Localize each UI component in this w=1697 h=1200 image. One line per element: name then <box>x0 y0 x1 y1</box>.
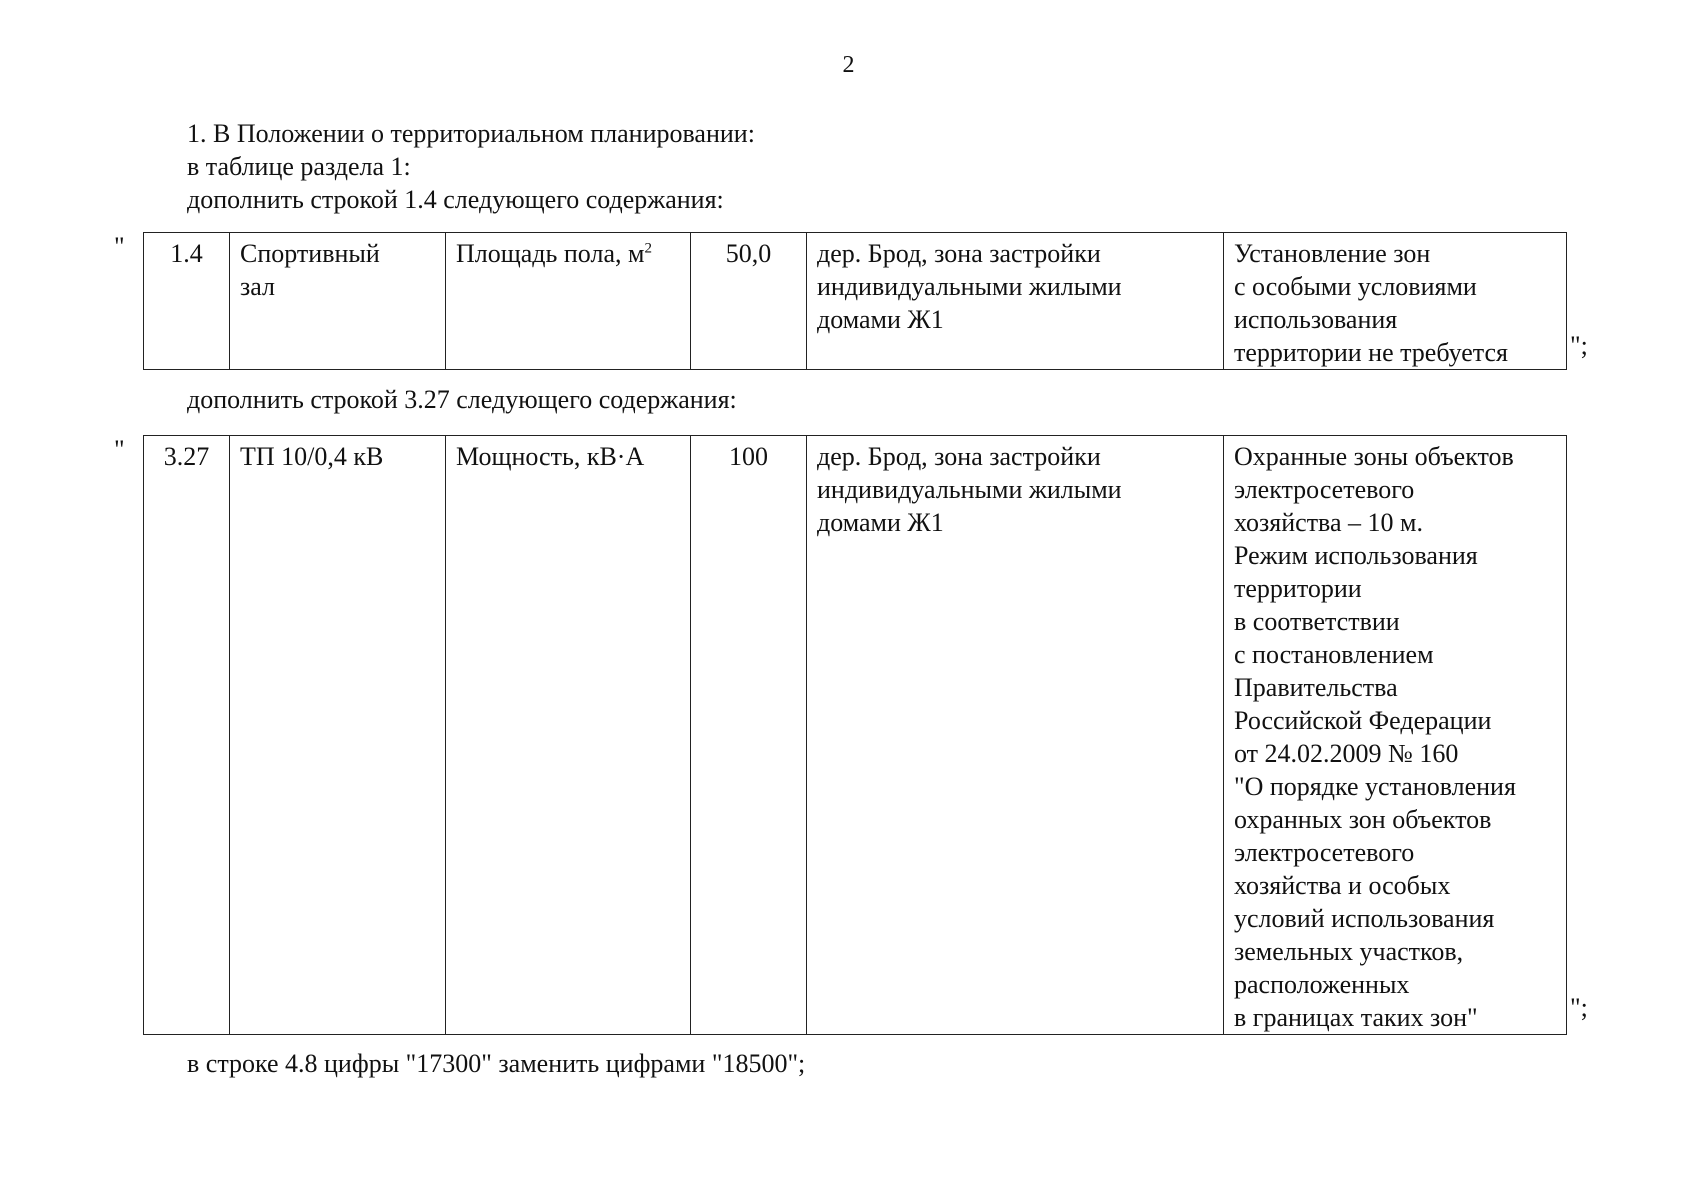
table1-open-quote: " <box>114 232 125 261</box>
table-row <box>144 436 1567 1035</box>
table2-open-quote: " <box>114 435 125 464</box>
object-name-line: Спортивный <box>240 239 380 268</box>
zones-line: расположенных <box>1234 970 1410 999</box>
zones-line: использования <box>1234 305 1398 334</box>
zones-line: хозяйства – 10 м. <box>1234 508 1423 537</box>
zones-line: Охранные зоны объектов <box>1234 442 1514 471</box>
row-number: 3.27 <box>144 436 230 1035</box>
zones-line: "О порядке установления <box>1234 772 1516 801</box>
page-number: 2 <box>842 52 855 78</box>
zones-line: охранных зон объектов <box>1234 805 1492 834</box>
object-name: ТП 10/0,4 кВ <box>230 436 446 1035</box>
zones-line: от 24.02.2009 № 160 <box>1234 739 1459 768</box>
table-row-3-27 <box>143 435 1567 1035</box>
zones-line: Установление зон <box>1234 239 1431 268</box>
table-row <box>144 233 1567 370</box>
parameter: Мощность, кВ·А <box>446 436 691 1035</box>
location-line: дер. Брод, зона застройки <box>817 442 1101 471</box>
object-name-line: зал <box>240 272 276 301</box>
zones-line: с постановлением <box>1234 640 1434 669</box>
zones-line: электросетевого <box>1234 838 1415 867</box>
location-line: домами Ж1 <box>817 305 944 334</box>
intro-line-3: дополнить строкой 1.4 следующего содержания: <box>187 185 724 214</box>
intro-block <box>187 117 755 216</box>
location-line: индивидуальными жилыми <box>817 272 1122 301</box>
zones-line: земельных участков, <box>1234 937 1464 966</box>
location <box>807 436 1224 1035</box>
location-line: индивидуальными жилыми <box>817 475 1122 504</box>
zones-line: электросетевого <box>1234 475 1415 504</box>
zones-line: Режим использования <box>1234 541 1478 570</box>
zones-line: с особыми условиями <box>1234 272 1477 301</box>
paragraph-add-row-3-27: дополнить строкой 3.27 следующего содержания: <box>187 385 737 414</box>
parameter-superscript: 2 <box>644 240 652 257</box>
zones-line: в границах таких зон" <box>1234 1003 1478 1032</box>
paragraph-replace-digits: в строке 4.8 цифры "17300" заменить цифрами "18500"; <box>187 1049 806 1078</box>
table-row-1-4 <box>143 232 1567 370</box>
zones-line: в соответствии <box>1234 607 1400 636</box>
zones-line: хозяйства и особых <box>1234 871 1451 900</box>
intro-line-2: в таблице раздела 1: <box>187 152 411 181</box>
object-name <box>230 233 446 370</box>
zones-line: Российской Федерации <box>1234 706 1492 735</box>
location-line: дер. Брод, зона застройки <box>817 239 1101 268</box>
table1-close-quote: "; <box>1570 331 1588 360</box>
intro-line-1: 1. В Положении о территориальном планировании: <box>187 119 755 148</box>
parameter <box>446 233 691 370</box>
zones <box>1224 436 1567 1035</box>
parameter-value: 100 <box>691 436 807 1035</box>
zones-line: Правительства <box>1234 673 1398 702</box>
location <box>807 233 1224 370</box>
zones-line: территории не требуется <box>1234 338 1508 367</box>
zones-line: условий использования <box>1234 904 1495 933</box>
parameter-text: Площадь пола, м <box>456 239 645 268</box>
zones-line: территории <box>1234 574 1362 603</box>
location-line: домами Ж1 <box>817 508 944 537</box>
parameter-value: 50,0 <box>691 233 807 370</box>
zones <box>1224 233 1567 370</box>
table2-close-quote: "; <box>1570 993 1588 1022</box>
row-number: 1.4 <box>144 233 230 370</box>
